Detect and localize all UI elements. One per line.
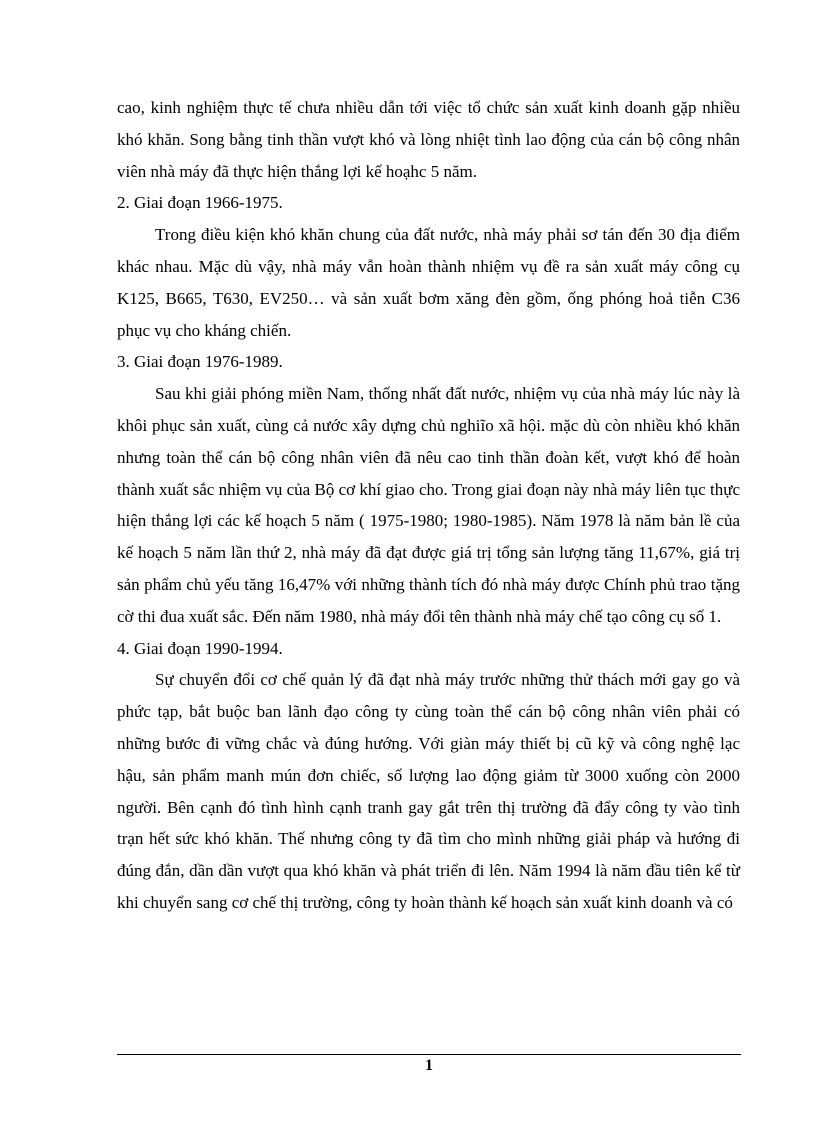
paragraph-1976-1989: Sau khi giải phóng miền Nam, thống nhất đất nước, nhiệm vụ của nhà máy lúc này là khôi phục sản xuất, cùng cả nước xây dựng chủ nghiĩo xã hội. mặc dù còn nhiều khó khăn nhưng toàn thể cán bộ công nhân viên đã nêu cao tinh thần đoàn kết, vượt khó để hoàn thành xuất sắc nhiệm vụ của Bộ cơ khí giao cho. Trong giai đoạn này nhà máy liên tục thực hiện thắng lợi các kế hoạch 5 năm ( 1975-1980; 1980-1985). Năm 1978 là năm bản lề của kế hoạch 5 năm lần thứ 2, nhà máy đã đạt được giá trị tổng sản lượng tăng 11,67%, giá trị sản phẩm chủ yếu tăng 16,47% với những thành tích đó nhà máy được Chính phủ trao tặng cờ thi đua xuất sắc. Đến năm 1980, nhà máy đổi tên thành nhà máy chế tạo công cụ số 1. xyxy=(117,384,740,626)
document-body xyxy=(117,92,740,919)
section-heading-1966-1975: 2. Giai đoạn 1966-1975. xyxy=(117,193,283,213)
paragraph-continuation: cao, kinh nghiệm thực tế chưa nhiều dẫn tới việc tổ chức sản xuất kinh doanh gặp nhiều khó khăn. Song bằng tinh thần vượt khó và lòng nhiệt tình lao động của cán bộ công nhân viên nhà máy đã thực hiện thắng lợi kế hoạhc 5 năm. xyxy=(117,98,740,181)
paragraph-1990-1994: Sự chuyển đổi cơ chế quản lý đã đạt nhà máy trước những thử thách mới gay go và phức tạp, bắt buộc ban lãnh đạo công ty cùng toàn thể cán bộ công nhân viên phải có những bước đi vững chắc và đúng hướng. Với giàn máy thiết bị cũ kỹ và công nghệ lạc hậu, sản phẩm manh mún đơn chiếc, số lượng lao động giảm từ 3000 xuống còn 2000 người. Bên cạnh đó tình hình cạnh tranh gay gắt trên thị trường đã đẩy công ty vào tình trạn hết sức khó khăn. Thế nhưng công ty đã tìm cho mình những giải pháp và hướng đi đúng đắn, dần dần vượt qua khó khăn và phát triển đi lên. Năm 1994 là năm đầu tiên kể từ khi chuyển sang cơ chế thị trường, công ty hoàn thành kế hoạch sản xuất kinh doanh và có xyxy=(117,670,740,912)
page-number: 1 xyxy=(425,1057,433,1074)
section-heading-1976-1989: 3. Giai đoạn 1976-1989. xyxy=(117,352,283,372)
paragraph-1966-1975: Trong điều kiện khó khăn chung của đất nước, nhà máy phải sơ tán đến 30 địa điểm khác nhau. Mặc dù vậy, nhà máy vẫn hoàn thành nhiệm vụ đề ra sản xuất máy công cụ K125, B665, T630, EV250… và sản xuất bơm xăng đèn gồm, ống phóng hoả tiễn C36 phục vụ cho kháng chiến. xyxy=(117,225,740,340)
section-heading-1990-1994: 4. Giai đoạn 1990-1994. xyxy=(117,638,283,658)
